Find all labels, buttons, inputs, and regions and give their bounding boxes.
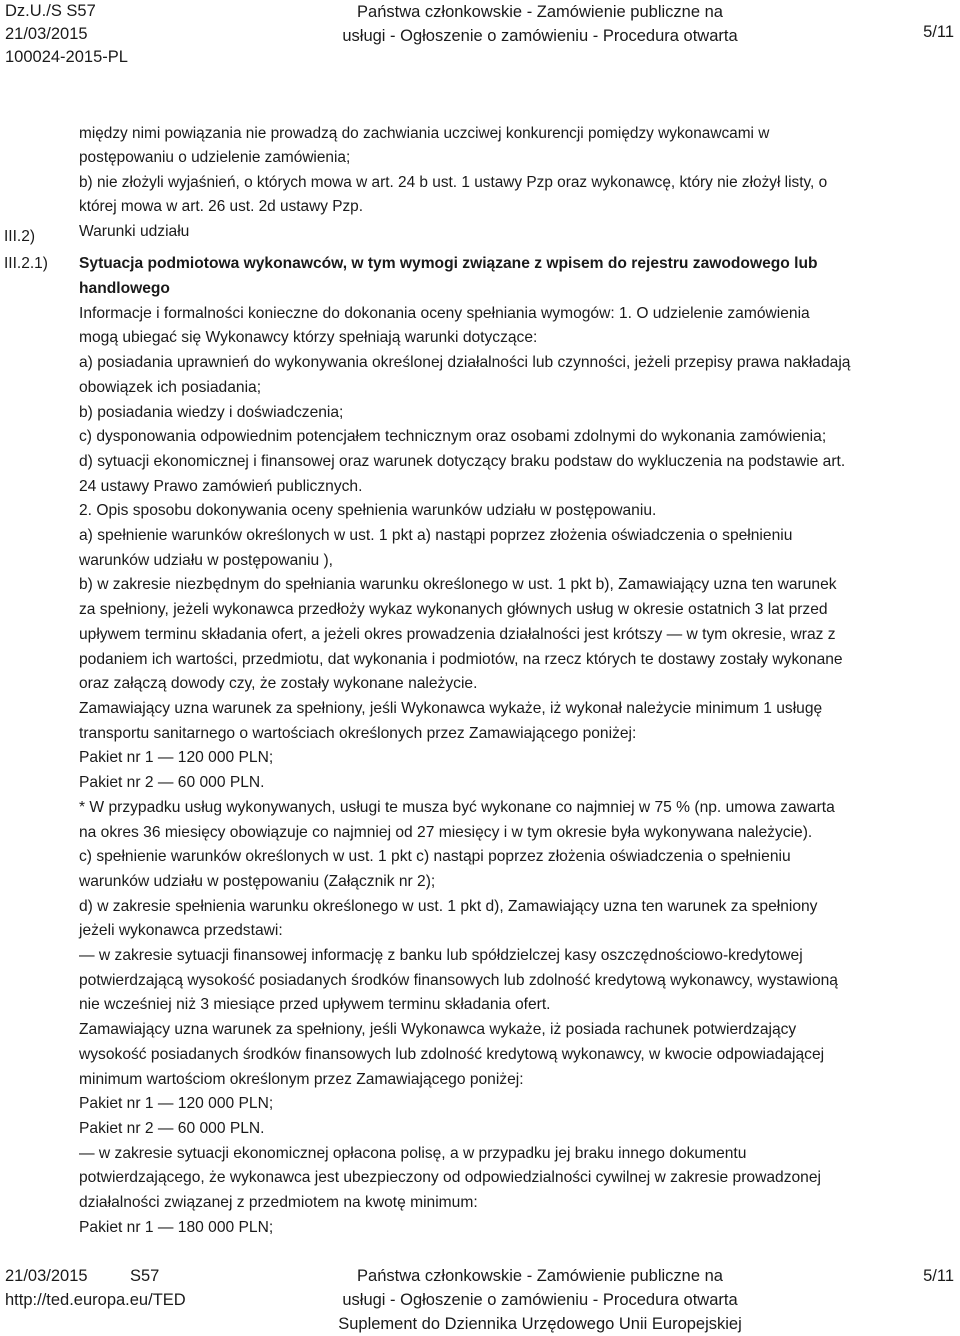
body-line: d) w zakresie spełnienia warunku określonego w ust. 1 pkt d), Zamawiający uzna ten warunek za spełniony [79,897,818,915]
section-number-iii-2: III.2) [4,228,36,245]
body-line: upływem terminu składania ofert, a jeżeli okres prowadzenia działalności jest krótszy — w tym okresie, wraz z [79,625,836,643]
intro-block [79,122,957,220]
document-body [79,122,957,1240]
body-line: c) spełnienie warunków określonych w ust. 1 pkt c) nastąpi poprzez złożenia oświadczenia o spełnieniu [79,848,791,866]
intro-line: której mowa w art. 26 ust. 2d ustawy Pzp. [79,198,363,216]
section-heading: Warunki udziału [79,222,190,240]
body-line: 24 ustawy Prawo zamówień publicznych. [79,477,363,495]
body-line: * W przypadku usług wykonywanych, usługi te musza być wykonane co najmniej w 75 % (np. umowa zawarta [79,798,835,816]
page-header [0,0,960,72]
body-line: Pakiet nr 1 — 180 000 PLN; [79,1218,274,1236]
body-line: — w zakresie sytuacji ekonomicznej opłacona polisę, a w przypadku jej braku innego dokumentu [79,1144,747,1162]
section-number-iii-2-1: III.2.1) [4,255,48,272]
body-line: podaniem ich wartości, przedmiotu, dat wykonania i podmiotów, na rzecz których te dostawy zostały wykonane [79,650,843,668]
footer-url: http://ted.europa.eu/TED [5,1291,186,1309]
footer-title-line3: Suplement do Dziennika Urzędowego Unii Europejskiej [338,1315,742,1333]
footer-date: 21/03/2015 [5,1267,88,1285]
body-line: obowiązek ich posiadania; [79,378,262,396]
body-line: — w zakresie sytuacji finansowej informację z banku lub spółdzielczej kasy oszczędnościowo-kredytowej [79,947,803,965]
body-line: Pakiet nr 2 — 60 000 PLN. [79,774,265,792]
body-line: Pakiet nr 2 — 60 000 PLN. [79,1119,265,1137]
body-line: Zamawiający uzna warunek za spełniony, jeśli Wykonawca wykaże, iż wykonał należycie minimum 1 usługę [79,699,823,717]
header-title-line1: Państwa członkowskie - Zamówienie publiczne na [357,3,723,21]
body-line: c) dysponowania odpowiednim potencjałem technicznym oraz osobami zdolnymi do wykonania zamówienia; [79,428,827,446]
body-line: warunków udziału w postępowaniu (Załącznik nr 2); [79,872,436,890]
body-line: warunków udziału w postępowaniu ), [79,551,333,569]
body-line: mogą ubiegać się Wykonawcy którzy spełniają warunki dotyczące: [79,329,538,347]
footer-page-number: 5/11 [923,1267,954,1285]
body-line: za spełniony, jeżeli wykonawca przedłoży wykaz wykonanych głównych usług w okresie ostatnich 3 lat przed [79,601,828,619]
body-line: oraz załączą dowody czy, że zostały wykonane należycie. [79,675,478,693]
body-line: d) sytuacji ekonomicznej i finansowej oraz warunek dotyczący braku podstaw do wykluczenia na podstawie art. [79,452,846,470]
body-line: jeżeli wykonawca przedstawi: [79,922,283,940]
header-page-number: 5/11 [923,23,954,41]
body-line: minimum wartościom określonym przez Zamawiającego poniżej: [79,1070,524,1088]
header-date: 21/03/2015 [5,25,88,43]
body-line: Pakiet nr 1 — 120 000 PLN; [79,1095,274,1113]
body-line: a) posiadania uprawnień do wykonywania określonej działalności lub czynności, jeżeli przepisy prawa nakładają [79,354,851,372]
body-line: potwierdzającego, że wykonawca jest ubezpieczony od odpowiedzialności cywilnej w zakresie prowadzonej [79,1169,821,1187]
body-lines [79,302,957,1241]
page-footer [0,1264,960,1334]
body-line: wysokość posiadanych środków finansowych lub zdolność kredytową wykonawcy, w kwocie odpowiadającej [79,1045,825,1063]
subheading-line: handlowego [79,280,170,298]
body-line: Pakiet nr 1 — 120 000 PLN; [79,749,274,767]
body-line: b) w zakresie niezbędnym do spełniania warunku określonego w ust. 1 pkt b), Zamawiający uzna ten warunek [79,576,837,594]
intro-line: b) nie złożyli wyjaśnień, o których mowa w art. 24 b ust. 1 ustawy Pzp oraz wykonawcę, który nie złożył listy, o [79,173,828,191]
body-line: Zamawiający uzna warunek za spełniony, jeśli Wykonawca wykaże, iż posiada rachunek potwierdzający [79,1021,797,1039]
header-left [5,0,128,69]
body-line: a) spełnienie warunków określonych w ust. 1 pkt a) nastąpi poprzez złożenia oświadczenia o spełnieniu [79,527,793,545]
subheading-line: Sytuacja podmiotowa wykonawców, w tym wymogi związane z wpisem do rejestru zawodowego lub [79,255,818,273]
notice-id: 100024-2015-PL [5,48,128,66]
footer-title-line1: Państwa członkowskie - Zamówienie publiczne na [357,1267,723,1285]
header-title-line2: usługi - Ogłoszenie o zamówieniu - Procedura otwarta [342,27,738,45]
body-line: b) posiadania wiedzy i doświadczenia; [79,403,344,421]
body-line: działalności związanej z przedmiotem na kwotę minimum: [79,1194,478,1212]
body-line: transportu sanitarnego o wartościach określonych przez Zamawiającego poniżej: [79,724,637,742]
intro-line: między nimi powiązania nie prowadzą do zachwiania uczciwej konkurencji pomiędzy wykonawcami w [79,125,770,142]
footer-series: S57 [130,1267,160,1285]
footer-title-line2: usługi - Ogłoszenie o zamówieniu - Procedura otwarta [342,1291,738,1309]
intro-line: postępowaniu o udzielenie zamówienia; [79,149,351,167]
body-line: Informacje i formalności konieczne do dokonania oceny spełniania wymogów: 1. O udzielenie zamówienia [79,304,810,322]
footer-title [325,1264,755,1336]
journal-ref: Dz.U./S S57 [5,2,96,20]
body-line: potwierdzającą wysokość posiadanych środków finansowych lub zdolność kredytową wykonawcy, wystawioną [79,971,838,989]
body-line: na okres 36 miesięcy obowiązuje co najmniej od 27 miesięcy i w tym okresie była wykonywana należycie). [79,823,813,841]
body-line: 2. Opis sposobu dokonywania oceny spełnienia warunków udziału w postępowaniu. [79,502,657,520]
body-line: nie wcześniej niż 3 miesiące przed upływem terminu składania ofert. [79,996,551,1014]
header-title [325,0,755,48]
